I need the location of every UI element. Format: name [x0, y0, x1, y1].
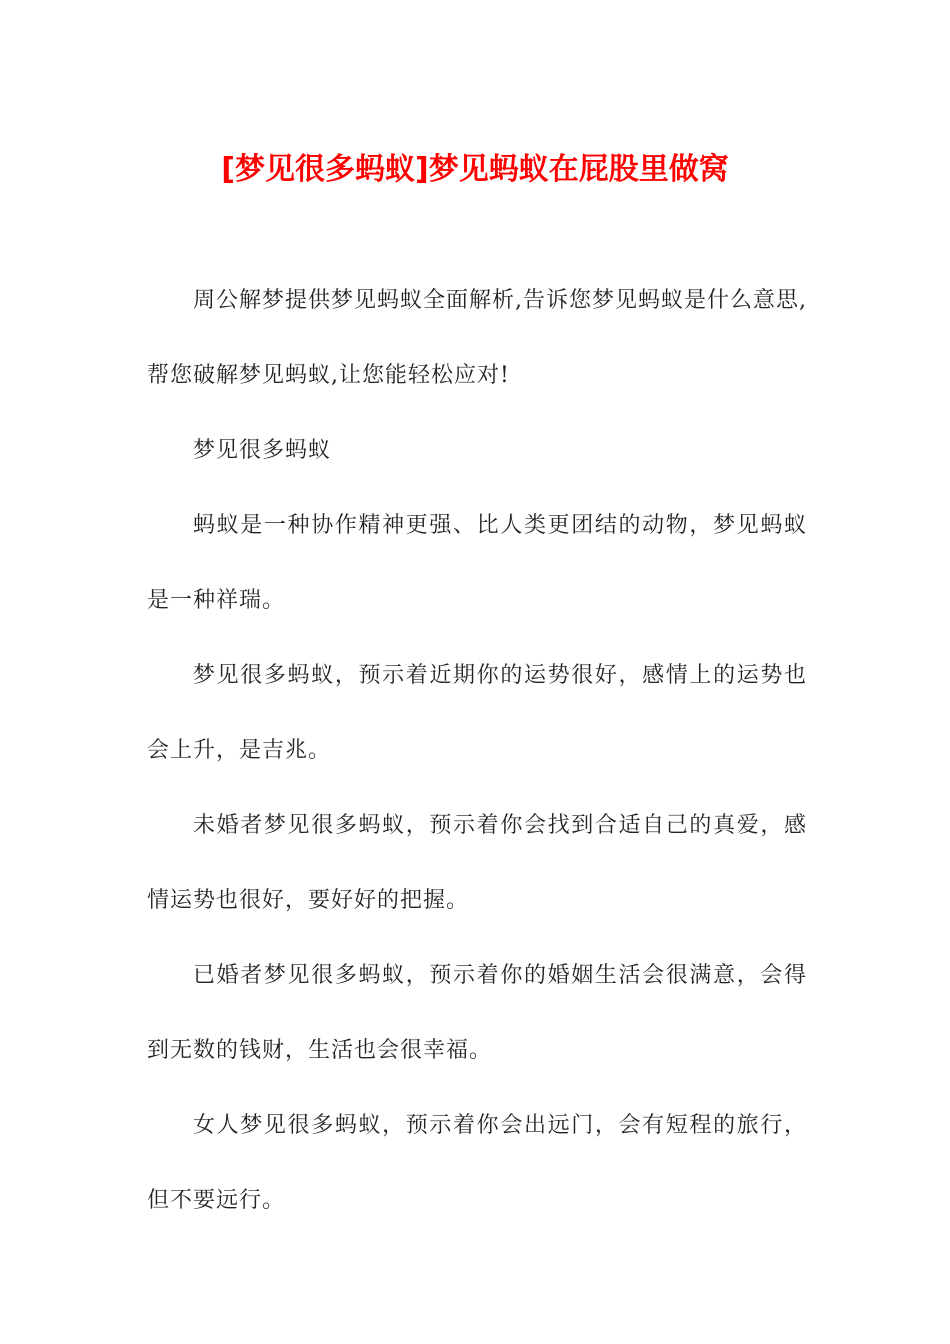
document-body	[147, 263, 807, 1238]
document-title: [梦见很多蚂蚁]梦见蚂蚁在屁股里做窝	[221, 152, 729, 187]
paragraph-subheading: 梦见很多蚂蚁	[193, 438, 332, 463]
paragraph-ant-description: 蚂蚁是一种协作精神更强、比人类更团结的动物，梦见蚂蚁是一种祥瑞。	[147, 513, 807, 613]
paragraph-women: 女人梦见很多蚂蚁，预示着你会出远门，会有短程的旅行，但不要远行。	[147, 1113, 807, 1213]
paragraph-unmarried: 未婚者梦见很多蚂蚁，预示着你会找到合适自己的真爱，感情运势也很好，要好好的把握。	[147, 813, 807, 913]
paragraph-intro: 周公解梦提供梦见蚂蚁全面解析,告诉您梦见蚂蚁是什么意思,帮您破解梦见蚂蚁,让您能轻松应对!	[147, 288, 807, 388]
paragraph-married: 已婚者梦见很多蚂蚁，预示着你的婚姻生活会很满意，会得到无数的钱财，生活也会很幸福。	[147, 963, 807, 1063]
paragraph-fortune: 梦见很多蚂蚁，预示着近期你的运势很好，感情上的运势也会上升，是吉兆。	[147, 663, 807, 763]
